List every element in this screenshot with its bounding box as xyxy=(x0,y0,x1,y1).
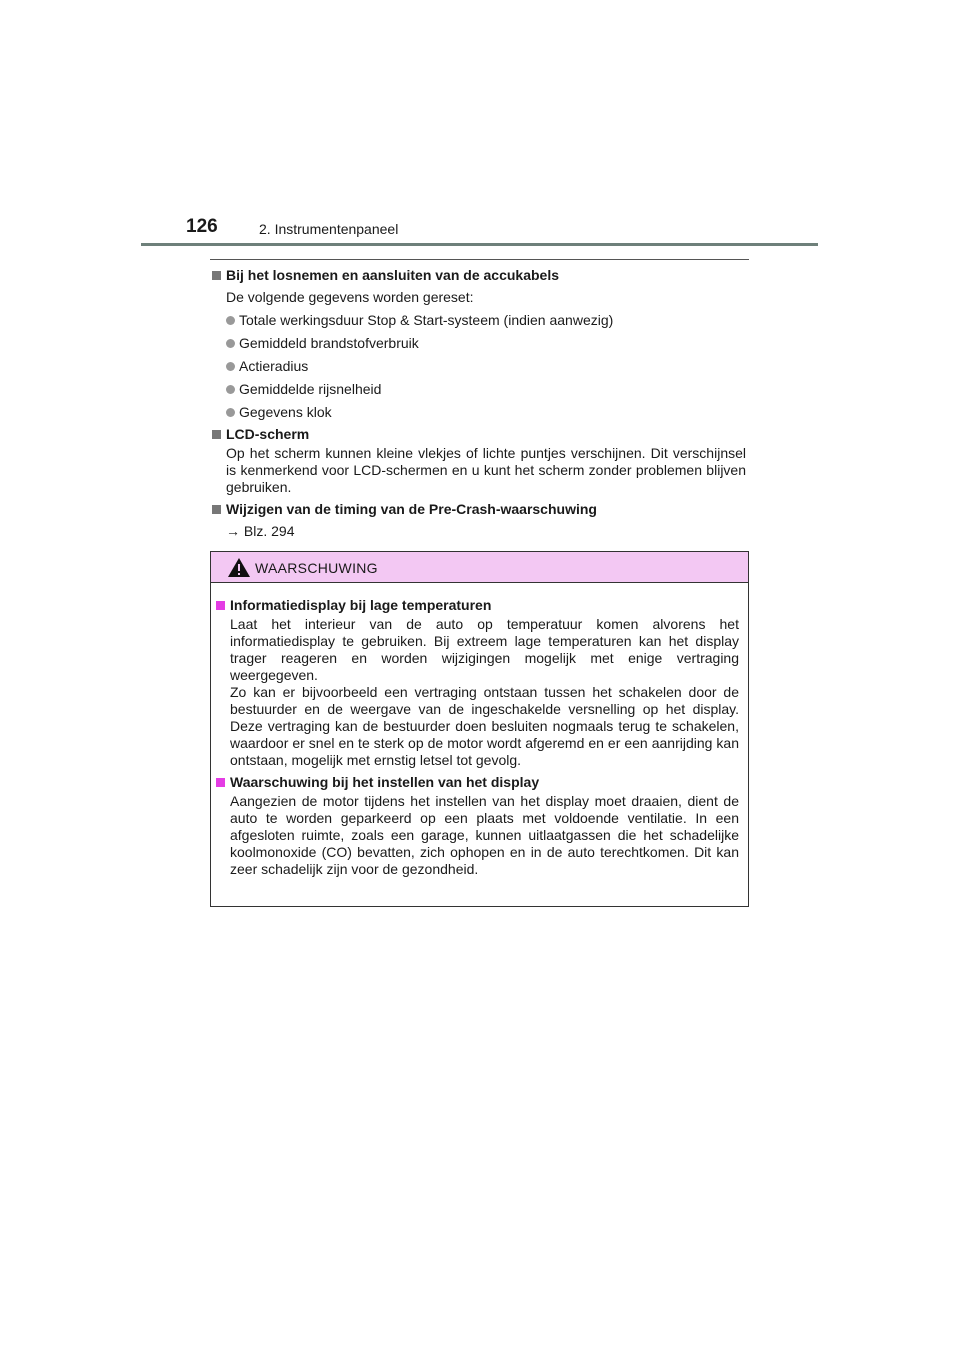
round-bullet-icon xyxy=(226,362,235,371)
round-bullet-icon xyxy=(226,385,235,394)
page-reference-link[interactable]: Blz. 294 xyxy=(243,523,295,539)
warning-header xyxy=(211,552,748,583)
list-item: Gegevens klok xyxy=(212,404,746,421)
warning-heading-display-setup: Waarschuwing bij het instellen van het display xyxy=(216,774,739,791)
page-number: 126 xyxy=(186,216,218,237)
warning-text: Zo kan er bijvoorbeeld een vertraging ontstaan tussen het schakelen door de bestuurder en de weergave van de ingeschakelde versnelling op het display. Deze vertraging kan de bestuurder doen besluiten nogmaals terug te schakelen, waardoor er snel en te sterk op de motor wordt afgeremd en er een aanrijding kan ontstaan, mogelijk met ernstig letsel tot gevolg. xyxy=(230,684,739,768)
header-rule xyxy=(141,243,818,246)
warning-box xyxy=(210,551,749,907)
warning-text: Laat het interieur van de auto op temperatuur komen alvorens het informatiedisplay te gebruiken. Bij extreem lage temperaturen kan het display trager reageren en worden wijzigingen mogelijk met enige vertraging weergegeven. xyxy=(230,616,739,683)
round-bullet-icon xyxy=(226,408,235,417)
page-reference xyxy=(212,523,746,540)
arrow-right-icon: → xyxy=(226,523,240,539)
square-bullet-icon xyxy=(216,778,225,787)
list-item: Totale werkingsduur Stop & Start-systeem (indien aanwezig) xyxy=(212,312,746,329)
chapter-title: 2. Instrumentenpaneel xyxy=(259,221,399,237)
round-bullet-icon xyxy=(226,339,235,348)
section-heading-precrash: Wijzigen van de timing van de Pre-Crash-waarschuwing xyxy=(212,501,746,518)
warning-text: Aangezien de motor tijdens het instellen van het display moet draaien, dient de auto te worden geparkeerd op een plaats met voldoende ventilatie. In een afgesloten ruimte, zoals een garage, kunnen uitlaatgassen die het schadelijke koolmonoxide (CO) bevatten, zich ophopen en in de auto terechtkomen. Dit kan zeer schadelijk zijn voor de gezondheid. xyxy=(230,793,739,877)
section-heading-lcd: LCD-scherm xyxy=(212,426,746,443)
square-bullet-icon xyxy=(212,505,221,514)
battery-intro: De volgende gegevens worden gereset: xyxy=(226,289,474,305)
round-bullet-icon xyxy=(226,316,235,325)
warning-body xyxy=(211,583,748,878)
lcd-text: Op het scherm kunnen kleine vlekjes of lichte puntjes verschijnen. Dit verschijnsel is kenmerkend voor LCD-schermen en u kunt het scherm zonder problemen blijven gebruiken. xyxy=(226,445,746,495)
list-item: Actieradius xyxy=(212,358,746,375)
warning-heading-low-temp: Informatiedisplay bij lage temperaturen xyxy=(216,597,739,614)
list-item: Gemiddeld brandstofverbruik xyxy=(212,335,746,352)
square-bullet-icon xyxy=(216,601,225,610)
warning-title: WAARSCHUWING xyxy=(255,560,378,576)
list-item: Gemiddelde rijsnelheid xyxy=(212,381,746,398)
section-heading-battery: Bij het losnemen en aansluiten van de accukabels xyxy=(212,267,746,284)
square-bullet-icon xyxy=(212,271,221,280)
square-bullet-icon xyxy=(212,430,221,439)
warning-triangle-icon xyxy=(228,558,250,577)
main-content xyxy=(212,267,746,540)
section-rule xyxy=(210,259,749,260)
